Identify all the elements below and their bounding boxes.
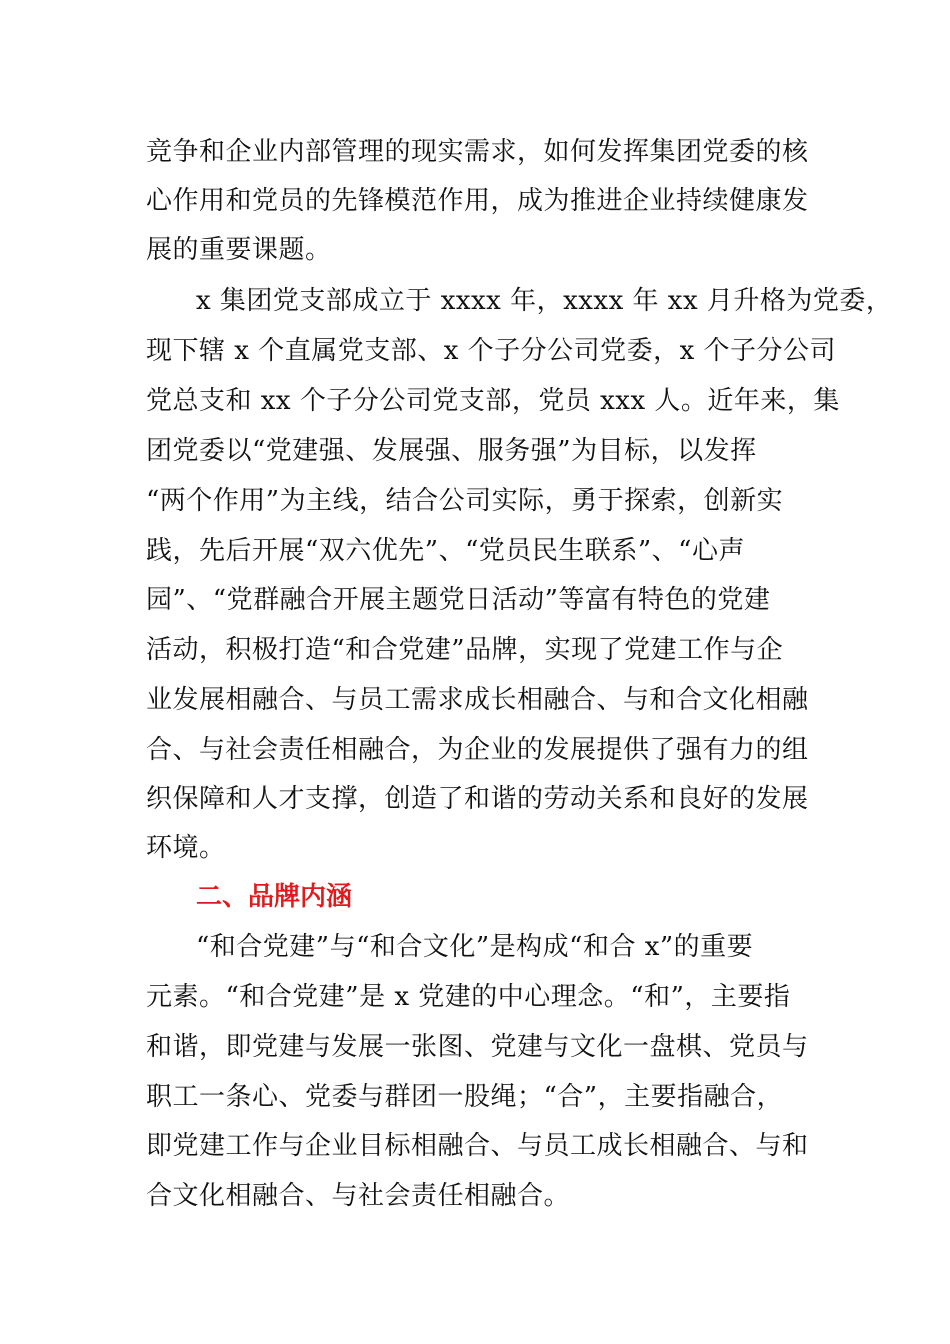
paragraph-line: 党总支和 xx 个子分公司党支部，党员 xxx 人。近年来，集: [146, 386, 840, 416]
section-heading: 二、品牌内涵: [196, 882, 353, 912]
paragraph-line: 元素。“和合党建”是 x 党建的中心理念。“和”，主要指: [146, 982, 791, 1012]
paragraph-line: 团党委以“党建强、发展强、服务强”为目标，以发挥: [146, 436, 757, 466]
paragraph-line: 织保障和人才支撑，创造了和谐的劳动关系和良好的发展: [146, 784, 809, 814]
paragraph-line: 业发展相融合、与员工需求成长相融合、与和合文化相融: [146, 685, 809, 715]
paragraph-line: 合文化相融合、与社会责任相融合。: [146, 1181, 571, 1211]
paragraph-line: 合、与社会责任相融合，为企业的发展提供了强有力的组: [146, 735, 809, 765]
paragraph-line: 现下辖 x 个直属党支部、x 个子分公司党委，x 个子分公司: [146, 336, 837, 366]
paragraph-line: x 集团党支部成立于 xxxx 年，xxxx 年 xx 月升格为党委，: [196, 286, 893, 316]
paragraph-line: 竞争和企业内部管理的现实需求，如何发挥集团党委的核: [146, 137, 809, 167]
paragraph-line: 践，先后开展“双六优先”、“党员民生联系”、“心声: [146, 536, 745, 566]
paragraph-line: 心作用和党员的先锋模范作用，成为推进企业持续健康发: [146, 186, 809, 216]
paragraph-line: 即党建工作与企业目标相融合、与员工成长相融合、与和: [146, 1131, 809, 1161]
paragraph-line: 环境。: [146, 833, 226, 863]
paragraph-line: 园”、“党群融合开展主题党日活动”等富有特色的党建: [146, 585, 771, 615]
paragraph-line: “和合党建”与“和合文化”是构成“和合 x”的重要: [196, 932, 754, 962]
paragraph-line: 展的重要课题。: [146, 235, 332, 265]
paragraph-line: 和谐，即党建与发展一张图、党建与文化一盘棋、党员与: [146, 1032, 809, 1062]
paragraph-line: 活动，积极打造“和合党建”品牌，实现了党建工作与企: [146, 635, 784, 665]
paragraph-line: “两个作用”为主线，结合公司实际，勇于探索，创新实: [146, 486, 784, 516]
paragraph-line: 职工一条心、党委与群团一股绳；“合”，主要指融合，: [146, 1082, 784, 1112]
